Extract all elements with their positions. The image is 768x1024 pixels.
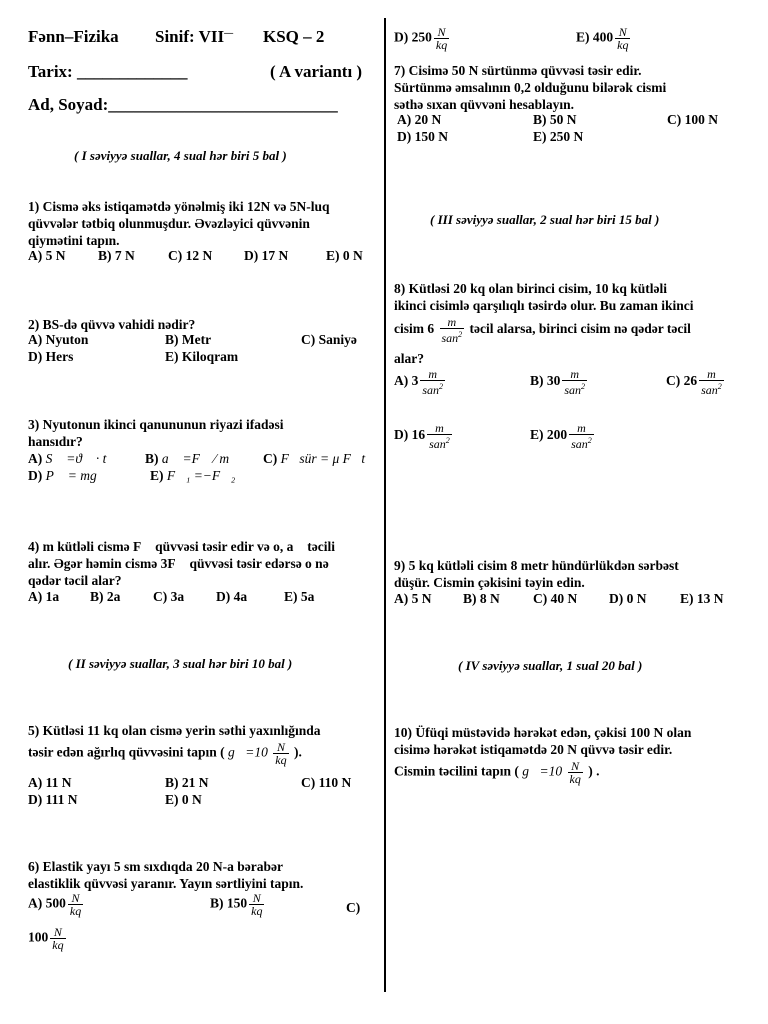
q8-option-d[interactable]: D) 16 $\frac{m}{san^2}$ bbox=[394, 421, 450, 451]
q3-option-c[interactable]: C) F⃗sür = μ F⃗t bbox=[263, 451, 366, 466]
section-2-title: ( II səviyyə suallar, 3 sual hər biri 10 bal ) bbox=[68, 656, 293, 671]
q1-option-c[interactable]: C) 12 N bbox=[168, 248, 213, 263]
q4-option-a[interactable]: A) 1a⃗ bbox=[28, 589, 70, 604]
q6-line1: 6) Elastik yayı 5 sm sıxdıqda 20 N-a bərabər bbox=[28, 859, 284, 874]
q9-option-e[interactable]: E) 13 N bbox=[680, 591, 724, 606]
q4-line1: 4) m kütləli cismə F⃗ qüvvəsi təsir edir və o, a⃗ təcili bbox=[28, 539, 335, 554]
q8-line2: ikinci cisimlə qarşılıqlı təsirdə olur. Bu zaman ikinci bbox=[394, 298, 694, 313]
q9-option-c[interactable]: C) 40 N bbox=[533, 591, 578, 606]
q4-line3: qədər təcil alar? bbox=[28, 573, 122, 588]
q3-line2: hansıdır? bbox=[28, 434, 83, 449]
q8-option-e[interactable]: E) 200 $\frac{m}{san^2}$ bbox=[530, 421, 592, 451]
q4-option-e[interactable]: E) 5a⃗ bbox=[284, 589, 325, 604]
q3-option-e[interactable]: E) F⃗₁ =−F⃗₂ bbox=[150, 468, 236, 483]
q8-line1: 8) Kütləsi 20 kq olan birinci cisim, 10 kq kütləli bbox=[394, 281, 668, 296]
q5-line1: 5) Kütləsi 11 kq olan cismə yerin səthi yaxınlığında bbox=[28, 723, 321, 738]
q7-option-c[interactable]: C) 100 N bbox=[667, 112, 718, 127]
q2-option-d[interactable]: D) Hers bbox=[28, 349, 74, 364]
section-1-title: ( I səviyyə suallar, 4 sual hər biri 5 bal ) bbox=[74, 148, 287, 163]
q8-line3: cisim 6 $\frac{m}{san^2}$ təcil alarsa, birinci cisim nə qədər təcil bbox=[394, 315, 691, 345]
q4-option-c[interactable]: C) 3a⃗ bbox=[153, 589, 195, 604]
q4-line2: alır. Əgər həmin cismə 3F⃗ qüvvəsi təsir edərsə o nə bbox=[28, 556, 329, 571]
q6-option-e[interactable]: E) 400 $\frac{N}{kq}$ bbox=[576, 25, 629, 52]
q5-option-d[interactable]: D) 111 N bbox=[28, 792, 78, 807]
q2-option-b[interactable]: B) Metr bbox=[165, 332, 212, 347]
q1-line1: 1) Cismə əks istiqamətdə yönəlmiş iki 12N və 5N-luq bbox=[28, 199, 330, 214]
variant-label: ( A variantı ) bbox=[270, 62, 363, 81]
q5-line2: təsir edən ağırlıq qüvvəsini tapın ( g⃗=10 $\frac{N}{kq}$ ). bbox=[28, 740, 302, 767]
q1-option-b[interactable]: B) 7 N bbox=[98, 248, 135, 263]
q1-option-a[interactable]: A) 5 N bbox=[28, 248, 66, 263]
q6-option-c-value[interactable]: 100 $\frac{N}{kq}$ bbox=[28, 925, 64, 952]
q6-option-c-label[interactable]: C) bbox=[346, 900, 361, 915]
q8-option-a[interactable]: A) 3 $\frac{m}{san^2}$ bbox=[394, 367, 444, 397]
q9-line1: 9) 5 kq kütləli cisim 8 metr hündürlükdən sərbəst bbox=[394, 558, 679, 573]
q3-option-a[interactable]: A) S⃗ =ϑ⃗ · t bbox=[28, 451, 107, 466]
q9-option-d[interactable]: D) 0 N bbox=[609, 591, 647, 606]
q5-option-a[interactable]: A) 11 N bbox=[28, 775, 72, 790]
q7-line3: səthə sıxan qüvvəni hesablayın. bbox=[394, 97, 575, 112]
subject-label: Fənn–Fizika bbox=[28, 27, 119, 46]
q8-line4: alar? bbox=[394, 351, 424, 366]
q7-line1: 7) Cisimə 50 N sürtünmə qüvvəsi təsir edir. bbox=[394, 63, 642, 78]
test-label: KSQ – 2 bbox=[263, 27, 325, 46]
q6-option-a[interactable]: A) 500 $\frac{N}{kq}$ bbox=[28, 891, 82, 918]
q3-option-b[interactable]: B) a⃗ =F⃗ ⁄ m bbox=[145, 451, 230, 466]
q10-line3: Cismin təcilini tapın ( g⃗=10 $\frac{N}{kq}$ ) . bbox=[394, 759, 600, 786]
q6-option-d[interactable]: D) 250 $\frac{N}{kq}$ bbox=[394, 25, 448, 52]
q2-line1: 2) BS-də qüvvə vahidi nədir? bbox=[28, 317, 196, 332]
q6-option-b[interactable]: B) 150 $\frac{N}{kq}$ bbox=[210, 891, 263, 918]
q7-option-b[interactable]: B) 50 N bbox=[533, 112, 577, 127]
q8-option-c[interactable]: C) 26 $\frac{m}{san^2}$ bbox=[666, 367, 722, 397]
q3-line1: 3) Nyutonun ikinci qanununun riyazi ifadəsi bbox=[28, 417, 284, 432]
section-4-title: ( IV səviyyə suallar, 1 sual 20 bal ) bbox=[458, 658, 643, 673]
q9-option-a[interactable]: A) 5 N bbox=[394, 591, 432, 606]
q3-option-d[interactable]: D) P⃗ = mg⃗ bbox=[28, 468, 108, 483]
q2-option-a[interactable]: A) Nyuton bbox=[28, 332, 89, 347]
q7-option-e[interactable]: E) 250 N bbox=[533, 129, 584, 144]
q5-option-b[interactable]: B) 21 N bbox=[165, 775, 209, 790]
q2-option-e[interactable]: E) Kiloqram bbox=[165, 349, 239, 364]
q10-line2: cisimə hərəkət istiqamətdə 20 N qüvvə təsir edir. bbox=[394, 742, 673, 757]
date-field[interactable]: Tarix: _____________ bbox=[28, 62, 188, 81]
grade-label: Sinif: VII— bbox=[155, 27, 234, 46]
q6-line2: elastiklik qüvvəsi yaranır. Yayın sərtliyini tapın. bbox=[28, 876, 304, 891]
column-divider bbox=[384, 18, 386, 992]
q2-option-c[interactable]: C) Saniyə bbox=[301, 332, 357, 347]
q1-option-d[interactable]: D) 17 N bbox=[244, 248, 289, 263]
q9-line2: düşür. Cismin çəkisini təyin edin. bbox=[394, 575, 585, 590]
section-3-title: ( III səviyyə suallar, 2 sual hər biri 15 bal ) bbox=[430, 212, 660, 227]
q9-option-b[interactable]: B) 8 N bbox=[463, 591, 500, 606]
q7-option-a[interactable]: A) 20 N bbox=[397, 112, 442, 127]
q8-option-b[interactable]: B) 30 $\frac{m}{san^2}$ bbox=[530, 367, 586, 397]
q7-option-d[interactable]: D) 150 N bbox=[397, 129, 448, 144]
q4-option-b[interactable]: B) 2a⃗ bbox=[90, 589, 131, 604]
q1-line2: qüvvələr tətbiq olunmuşdur. Əvəzləyici qüvvənin bbox=[28, 216, 310, 231]
q5-unit-fraction: $\frac{N}{kq}$ bbox=[275, 740, 287, 767]
q4-option-d[interactable]: D) 4a⃗ bbox=[216, 589, 258, 604]
q1-line3: qiymətini tapın. bbox=[28, 233, 120, 248]
q5-option-c[interactable]: C) 110 N bbox=[301, 775, 352, 790]
name-field[interactable]: Ad, Soyad:___________________________ bbox=[28, 95, 338, 114]
q10-line1: 10) Üfüqi müstəvidə hərəkət edən, çəkisi 100 N olan bbox=[394, 725, 692, 740]
q5-option-e[interactable]: E) 0 N bbox=[165, 792, 202, 807]
q1-option-e[interactable]: E) 0 N bbox=[326, 248, 363, 263]
q7-line2: Sürtünmə əmsalının 0,2 olduğunu bilərək cismi bbox=[394, 80, 667, 95]
